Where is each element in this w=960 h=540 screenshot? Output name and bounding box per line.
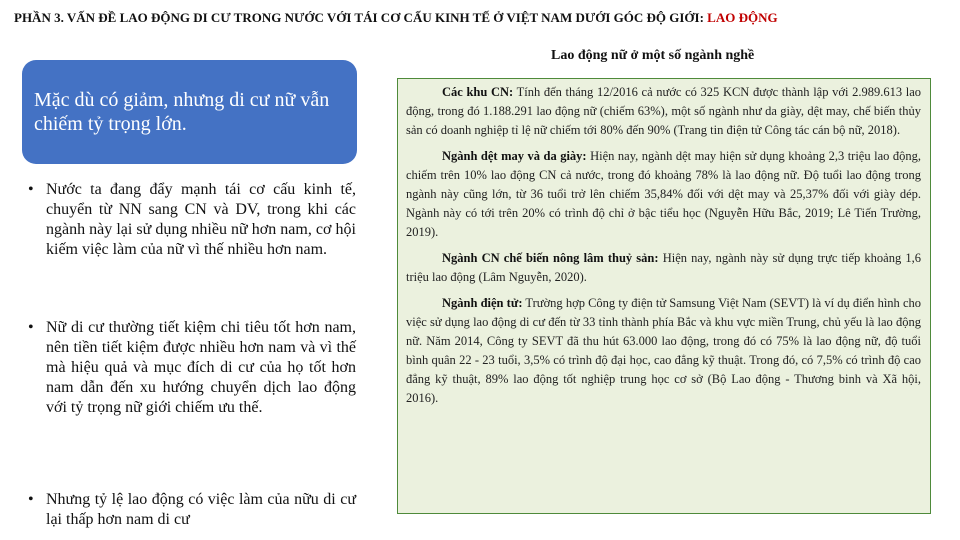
industry-paragraph	[406, 294, 921, 408]
header-title: PHẦN 3. VẤN ĐỀ LAO ĐỘNG DI CƯ TRONG NƯỚC VỚI TÁI CƠ CẤU KINH TẾ Ở VIỆT NAM DƯỚI GÓC ĐỘ GIỚI:	[14, 10, 708, 25]
industry-paragraph	[406, 147, 921, 242]
paragraph-heading: Các khu CN:	[442, 85, 514, 99]
bullet-item	[26, 180, 356, 318]
paragraph-text: Trường hợp Công ty điện tử Samsung Việt Nam (SEVT) là ví dụ điển hình cho việc sử dụng lao động di cư đến từ 33 tỉnh thành phía Bắc và khu vực miền Trung, chủ yếu là lao động nữ. Năm 2014, Công ty SEVT đã thu hút 63.000 lao động, trong đó có 75% là lao động nữ, độ tuổi bình quân 22 - 23 tuổi, 3,5% có trình độ đại học, cao đẳng kỹ thuật. Trong đó, có 7,5% có trình độ cao đẳng kỹ thuật, 89% lao động tốt nghiệp trung học cơ sở (Bộ Lao động - Thương binh và Xã hội, 2016).	[406, 296, 921, 405]
bullet-marker: •	[28, 181, 34, 198]
industry-paragraph	[406, 249, 921, 287]
industry-paragraph	[406, 83, 921, 140]
callout-text: Mặc dù có giảm, nhưng di cư nữ vẫn chiếm tỷ trọng lớn.	[34, 89, 330, 135]
callout-box	[22, 60, 357, 164]
section-subtitle: Lao động nữ ở một số ngành nghề	[551, 48, 755, 63]
paragraph-text: Hiện nay, ngành dệt may hiện sử dụng khoảng 2,3 triệu lao động, chiếm trên 10% lao động CN cả nước, trong đó khoảng 78% là lao động nữ. Độ tuổi lao động trong ngành này cũng lớn, từ 36 tuổi trở lên chiếm 35,84% đối với dệt may và 25,37% đối với giày dép. Ngành này có tới trên 20% có trình độ chỉ ở bậc tiểu học (Nguyễn Hữu Bắc, 2019; Lê Tiến Trường, 2019).	[406, 149, 922, 239]
paragraph-text: Tính đến tháng 12/2016 cả nước có 325 KCN được thành lập với 2.989.613 lao động, trong đó 1.188.291 lao động nữ (chiếm 63%), một số ngành như da giày, dệt may, chế biến thủy sản có doanh nghiệp tỉ lệ nữ chiếm tới 80% đến 90% (Trang tin điện tử Công tác cán bộ nữ, 2018).	[406, 85, 921, 137]
bullet-text: Nữ di cư thường tiết kiệm chi tiêu tốt hơn nam, nên tiền tiết kiệm được nhiều hơn nam và vì thế mà hiệu quả và mục đích di cư của họ tốt hơn nam dẫn đến xu hướng chuyển dịch lao động với tỷ trọng nữ giới chiếm ưu thế.	[46, 319, 356, 416]
bullet-text: Nước ta đang đẩy mạnh tái cơ cấu kinh tế, chuyển từ NN sang CN và DV, trong khi các ngành này lại sử dụng nhiều nữ hơn nam, cơ hội kiếm việc làm của nữ vì thế nhiều hơn nam.	[46, 181, 356, 258]
industry-info-panel	[397, 78, 931, 514]
bullet-item	[26, 318, 356, 490]
paragraph-text: Hiện nay, ngành này sử dụng trực tiếp khoảng 1,6 triệu lao động (Lâm Nguyễn, 2020).	[406, 251, 921, 284]
paragraph-heading: Ngành CN chế biến nông lâm thuỷ sản:	[442, 251, 659, 265]
bullet-item	[26, 490, 356, 530]
bullet-marker: •	[28, 491, 34, 508]
slide-header	[14, 10, 950, 26]
bullet-marker: •	[28, 319, 34, 336]
bullet-text: Nhưng tỷ lệ lao động có việc làm của nữu di cư lại thấp hơn nam di cư	[46, 491, 356, 528]
bullet-list	[26, 180, 356, 530]
header-title-highlight: LAO ĐỘNG	[707, 10, 778, 25]
paragraph-heading: Ngành dệt may và da giày:	[442, 149, 587, 163]
paragraph-heading: Ngành điện tử:	[442, 296, 523, 310]
